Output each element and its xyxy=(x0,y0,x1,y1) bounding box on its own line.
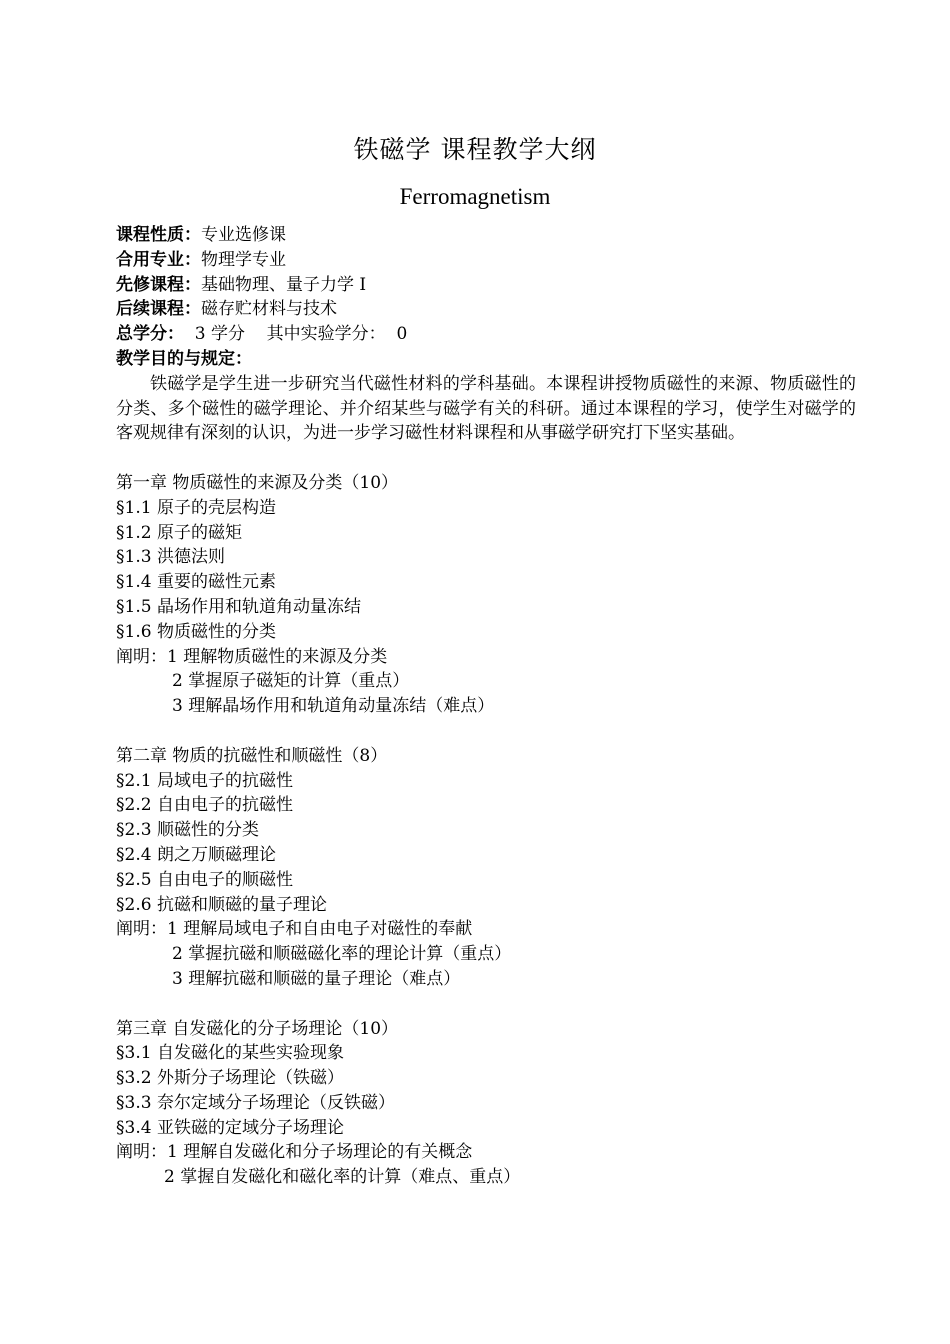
chapter-3 xyxy=(116,1017,856,1191)
purpose-paragraph: 铁磁学是学生进一步研究当代磁性材料的学科基础。本课程讲授物质磁性的来源、物质磁性的分类、多个磁性的磁学理论、并介绍某些与磁学有关的科研。通过本课程的学习，使学生对磁学的客观规律有深刻的认识，为进一步学习磁性材料课程和从事磁学研究打下坚实基础。 xyxy=(116,373,856,444)
section-item: §1.6 物质磁性的分类 xyxy=(116,621,276,642)
section-item: §2.1 局域电子的抗磁性 xyxy=(116,770,293,791)
info-major: 合用专业：物理学专业 xyxy=(116,249,286,270)
section-item: §3.2 外斯分子场理论（铁磁） xyxy=(116,1068,344,1089)
section-item: §1.5 晶场作用和轨道角动量冻结 xyxy=(116,596,361,617)
section-item: §1.2 原子的磁矩 xyxy=(116,522,242,543)
info-course-type: 课程性质：专业选修课 xyxy=(116,225,286,245)
section-item: §2.3 顺磁性的分类 xyxy=(116,820,259,841)
purpose-heading: 教学目的与规定： xyxy=(116,348,252,369)
chapter-title: 第二章 物质的抗磁性和顺磁性（8） xyxy=(116,745,388,766)
spacer xyxy=(116,719,856,744)
section-item: §2.5 自由电子的顺磁性 xyxy=(116,869,293,890)
section-item: §2.6 抗磁和顺磁的量子理论 xyxy=(116,894,327,915)
chapter-2 xyxy=(116,744,856,992)
section-item: §2.4 朗之万顺磁理论 xyxy=(116,844,276,865)
chapter-1 xyxy=(116,471,856,719)
page-subtitle: Ferromagnetism xyxy=(399,184,551,209)
chapter-title: 第三章 自发磁化的分子场理论（10） xyxy=(116,1018,399,1039)
info-credits: 总学分： 3 学分 其中实验学分： 0 xyxy=(116,324,408,345)
spacer xyxy=(116,446,856,471)
note-line: 阐明：1 理解局域电子和自由电子对磁性的奉献 xyxy=(116,919,473,940)
note-line: 阐明：1 理解物质磁性的来源及分类 xyxy=(116,646,388,667)
note-line: 2 掌握原子磁矩的计算（重点） xyxy=(172,671,410,692)
info-prerequisite: 先修课程：基础物理、量子力学 I xyxy=(116,274,367,295)
section-item: §3.1 自发磁化的某些实验现象 xyxy=(116,1043,344,1064)
section-item: §1.1 原子的壳层构造 xyxy=(116,497,276,518)
chapter-title: 第一章 物质磁性的来源及分类（10） xyxy=(116,472,399,493)
note-line: 3 理解抗磁和顺磁的量子理论（难点） xyxy=(172,968,461,989)
info-followup: 后续课程：磁存贮材料与技术 xyxy=(116,299,337,320)
page-title: 铁磁学 课程教学大纲 xyxy=(353,135,597,164)
section-item: §1.3 洪德法则 xyxy=(116,547,225,568)
section-item: §3.3 奈尔定域分子场理论（反铁磁） xyxy=(116,1092,395,1113)
section-item: §2.2 自由电子的抗磁性 xyxy=(116,795,293,816)
note-line: 2 掌握自发磁化和磁化率的计算（难点、重点） xyxy=(164,1167,521,1188)
document-body xyxy=(116,223,856,1190)
section-item: §3.4 亚铁磁的定域分子场理论 xyxy=(116,1117,344,1138)
spacer xyxy=(116,992,856,1017)
note-line: 阐明：1 理解自发磁化和分子场理论的有关概念 xyxy=(116,1142,473,1163)
note-line: 2 掌握抗磁和顺磁磁化率的理论计算（重点） xyxy=(172,944,512,965)
section-item: §1.4 重要的磁性元素 xyxy=(116,572,276,593)
note-line: 3 理解晶场作用和轨道角动量冻结（难点） xyxy=(172,696,495,717)
